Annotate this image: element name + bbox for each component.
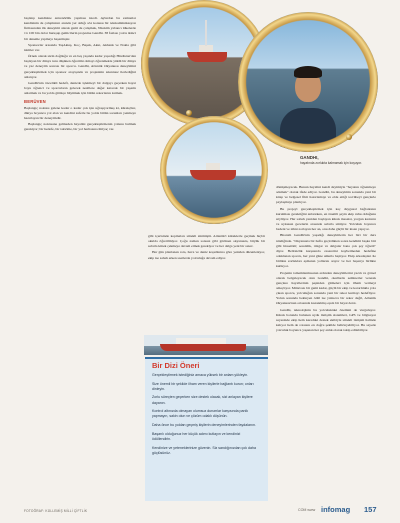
article-column-2 <box>148 234 265 336</box>
bolt-decoration <box>186 110 192 116</box>
photo-caption-name: GANDHI, <box>300 155 319 160</box>
paragraph: Projenin tamamlanmasının ardından deneyimlerini yazılı ve görsel olarak belgeleyecek olan Gandhi, okullarda seminerler vererek gençlere hayallerinin peşinden gitmeleri için ilham vermeyi amaçlıyor. Mütevazı bir gemi kadar, güçlü bir ekip ve kararlılıkla yola çıkan sporcu, yolculuğun sonunda yeni bir rekor kırmayı hedefliyor. Yolun sonunda bekleyen ödül ise yalnızca bir rekor değil, Atlantik Okyanusu'nun ortasında kazanılmış eşsiz bir hayat dersi. <box>276 270 376 306</box>
paragraph: başlatıp kendisine antrenörlük yapması istedi. Aylardan bu zamanlar kendisinin de çalışmaları anında yer aldığı söz konusu bir telekomünikasyon firmasından ilk deneyimi alarak gemi de çalışmak, Nitekim yabancı ülkelerde 1'e 100 bin dolar buruşup gemicilerin projesine Gandhi. 38 fazlası yolcu ikinci bir deneme yapmayı başarmıştır. <box>24 16 136 41</box>
article-column-3 <box>276 185 376 501</box>
tip-item: Zorlu süreçten geçerken size destek olacak, sizi anlayan kişilere dayanın. <box>152 395 253 405</box>
paragraph: Gandhi'nin öncelikli hedefi, denizde işletmeyi bir dalgayı geçerken hayat boyu öğrenci ve sporcuların gelecek nesillere değer katacak bir yaşamı anlatmak ve bu yolda gittikçe büyümek için bütün rekorlarını kırmak. <box>24 80 136 96</box>
paragraph: Başlangıç noktasına gelmeden hayalini gerçekleştirmenin yolunu bulmak gerekiyor; bir hedefe, bir takvime, bir yol haritasına ihtiyaç var. <box>24 121 136 132</box>
tip-item: Daha önce bu yoldan geçmiş kişilerin deneyimlerinden faydalanın. <box>152 423 256 428</box>
paragraph: Başlangıç noktası gelene kadar o kadar çok işle uğraşıyormuş ki, kürekçiler, dünya boyunca yol alan ve kendini zaferle bu yolda bütün sorunları yenmeye hazırlayan bir deneyimdir. <box>24 105 136 120</box>
bolt-decoration <box>346 134 352 140</box>
tip-item: Kendinize ve yeteneklerinize güvenin. Siz sandığınızdan çok daha güçlüsünüz. <box>152 445 256 455</box>
magazine-logo: infomag <box>321 505 351 514</box>
ship-hull-shape <box>160 344 246 351</box>
paragraph: gibi içerisinde kopmaları sürekli sürmüştü. Atlantik'i küreklerle geçmek hiçbir okulda öğretilmiyor. Çoğu zaman sonsuz gibi görünen okyanusta, büyük bir sabırla kürek çekmeye devam etmek gerekiyor ve her dalga yeni bir sınav. <box>148 234 265 249</box>
footer-url: COM www <box>298 508 316 512</box>
tips-box-title: Bir Dizi Öneri <box>152 361 200 370</box>
ship-deck-shape <box>176 338 226 344</box>
paragraph: Bharath Gandhi'nin yaşadığı deneyimlerin her biri bir ders niteliğinde. "Okyanusta bir hafta geçirdikten sonra kendimi başka biri gibi hissettim; sessizlik, rüzgar ve dalgalar bana çok şey öğretti" diyor. Belirsizlik karşısında cesaretini kaybetmeden hedefine odaklanan sporcu, her yeni güne umutla başlıyor. Ekip arkadaşları ile birlikte zorlukları aşmanın yollarını arıyor ve her başarıyı birlikte kutluyor. <box>276 233 376 269</box>
porthole-frame <box>160 116 268 224</box>
paragraph: dönüşmeyecek. Bunun hayalini kendi deyimiyle "hayatını öğrenmeye adamak" olarak ifade ediyor. Gandhi, bu deneyimin sonunda yeni bir kitap ve belgesel film hazırlamayı ve elde ettiği tecrübeyi gençlerle paylaşmayı planlıyor. <box>276 185 376 205</box>
paragraph: Her gün planlanan rota, hava ve deniz koşullarına göre yeniden düzenleniyor, ekip ise sabah erken saatlerde yolculuğa devam ediyor. <box>148 250 265 260</box>
photo-caption-text: hayatında zorlukta kalmamak için koşuyor. <box>300 161 362 165</box>
photo-credit: FOTOĞRAF: KÜLLEMİŞ MİLLİ ÇİFTLİK <box>24 509 88 513</box>
page-number: 157 <box>364 505 377 514</box>
paragraph: Sponsorlar arasında TaşAkteş, Koç, Başak, Akut, Akbank ve Nokia gibi isimler var. <box>24 42 136 52</box>
paragraph: Örnek olarak sizin doğduğu ve en beş yaşında kadar yaşadığı Hindistan'dan başlayan bir dünya turu düşünen öğretimi olmayı öğrenmekle yüklü bir dünya ve yaz deneyim sonrası bir sporcu. Gandhi, Atlantik Okyanusu deneyimini gerçekleştirmek için sponsor arayışında ve projesinin sıkıntısız ilerlediğini anlatıyor. <box>24 54 136 79</box>
section-subhead: BERÜVEN <box>24 99 46 105</box>
tip-item: Size önemli bir şekilde ilham veren kişilerle bağlantı kurun; onları dinleyin. <box>152 381 254 391</box>
porthole-photo-rowboat <box>160 116 268 224</box>
tips-box-text <box>152 373 260 459</box>
paragraph: Bu projeyi gerçekleştirmek için kaç duygusal bağlantının kurulması gerektiğini anlatırken, en önemli şeyin ekip ruhu olduğunu söylüyor. Her sabah yeniden başlayan kürek mesaisi, yorgun kasların ve uykusuz gecelerin arasında sabırla sürüyor. Yolculuk boyunca bedeni ve zihni zorlayan her an, onu daha güçlü bir insan yapıyor. <box>276 206 376 232</box>
tip-item: Başarılı olduğunuz her küçük adımı kutlayın ve kendinizi ödüllendirin. <box>152 431 241 441</box>
tip-item: Gerçekleştirmek istediğiniz amaca yüksek bir anlam yükleyin. <box>152 373 249 377</box>
article-column-1 <box>24 16 136 504</box>
tip-item: Kontrol altınızda olmayan olumsuz durumlar karşısında panik yapmayın, sakin olun ve çözüm odaklı düşünün. <box>152 409 249 419</box>
paragraph: Gandhi, teknolojinin bu yolculuktaki önemini de vurguluyor. Kürek botunda bulunan uydu iletişim sistemleri, GPS ve bilgisayar sayesinde ekip hem karadaki destek ekibiyle sürekli iletişim halinde kalıyor hem de rotasını en doğru şekilde belirleyebiliyor. Bu sayede yolculuk boyunca yaşanan her şey anlık olarak takip edilebiliyor. <box>276 307 376 333</box>
